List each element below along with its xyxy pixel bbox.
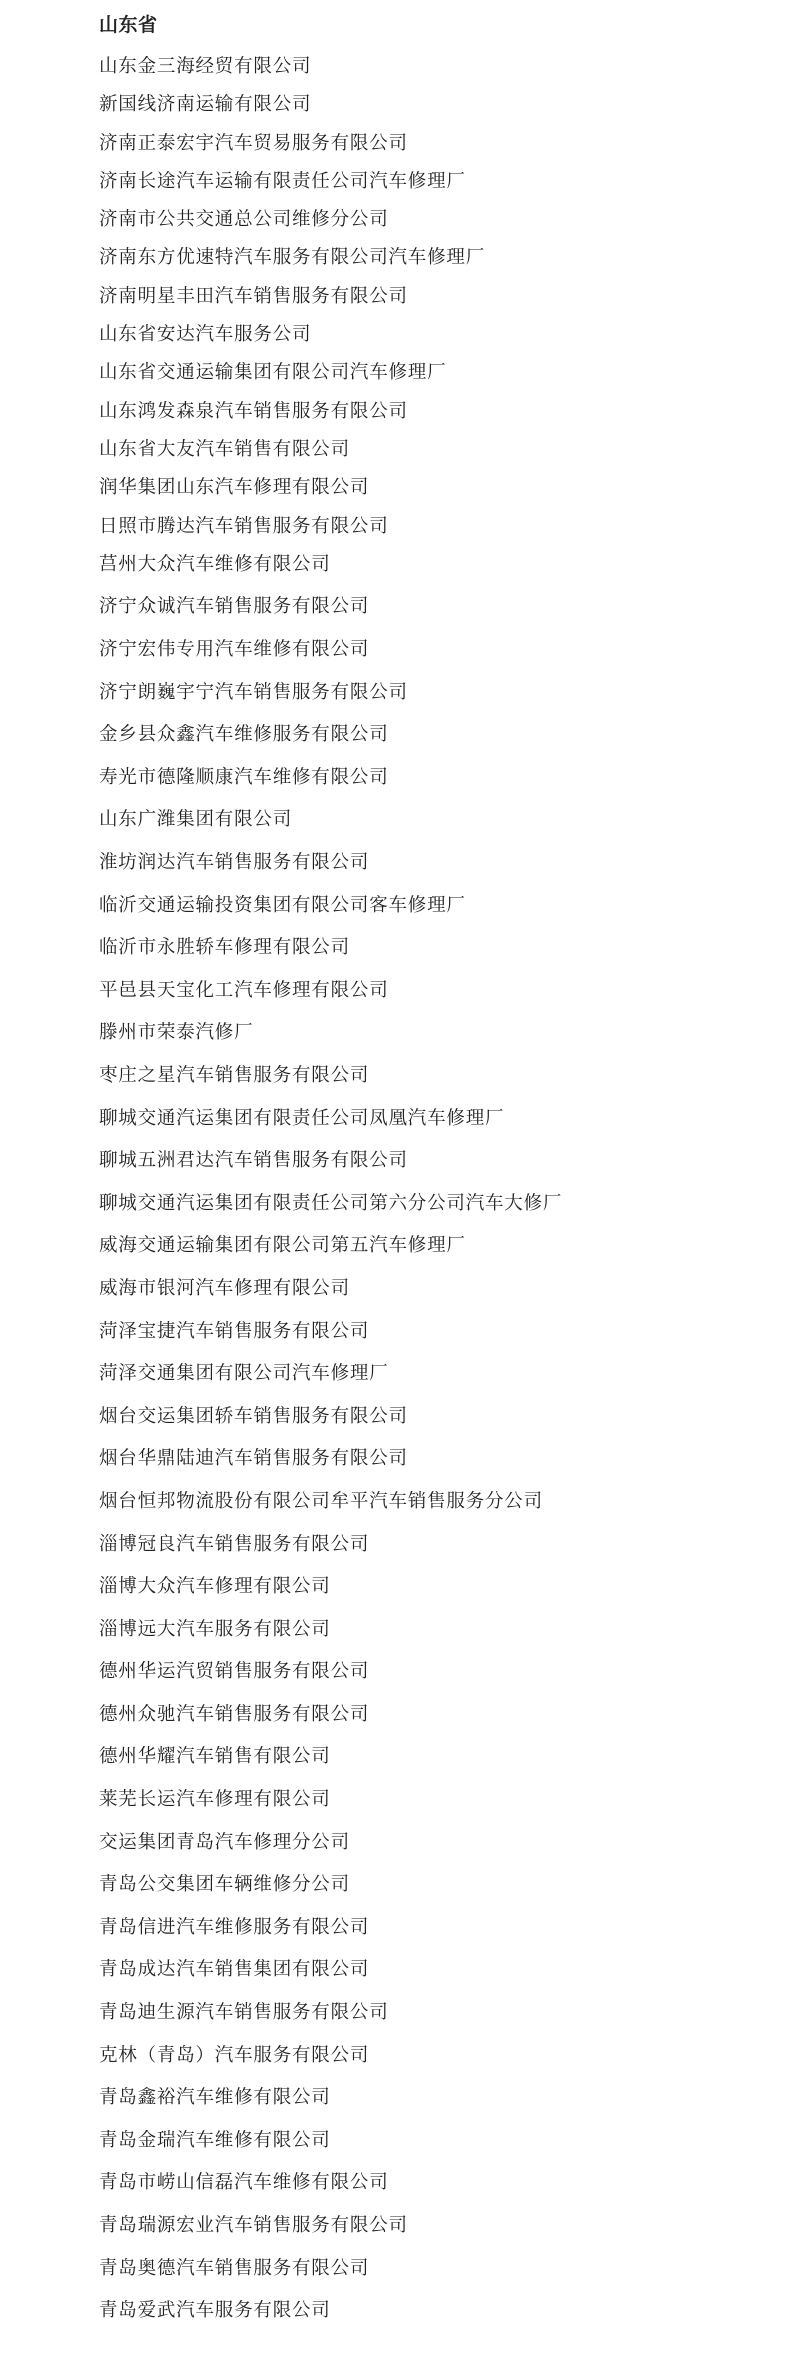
company-list-item: 交运集团青岛汽车修理分公司 — [99, 1831, 350, 1853]
company-list-item: 滕州市荣泰汽修厂 — [99, 1022, 254, 1044]
company-list-item: 聊城五洲君达汽车销售服务有限公司 — [99, 1150, 408, 1172]
company-list-item: 烟台恒邦物流股份有限公司牟平汽车销售服务分公司 — [99, 1490, 543, 1512]
company-list-item: 聊城交通汽运集团有限责任公司凤凰汽车修理厂 — [99, 1107, 505, 1129]
company-list-item: 青岛金瑞汽车维修有限公司 — [99, 2129, 331, 2151]
company-list-item: 菏泽宝捷汽车销售服务有限公司 — [99, 1320, 370, 1342]
company-list-item: 威海交通运输集团有限公司第五汽车修理厂 — [99, 1235, 466, 1257]
company-list-item: 莱芜长运汽车修理有限公司 — [99, 1789, 331, 1811]
company-list-item: 德州华耀汽车销售有限公司 — [99, 1746, 331, 1768]
company-list-item: 润华集团山东汽车修理有限公司 — [99, 477, 370, 499]
company-list-item: 济南正泰宏宇汽车贸易服务有限公司 — [99, 132, 408, 154]
company-list-item: 山东鸿发森泉汽车销售服务有限公司 — [99, 400, 408, 422]
company-list-item: 山东金三海经贸有限公司 — [99, 56, 312, 77]
company-list-item: 平邑县天宝化工汽车修理有限公司 — [99, 979, 389, 1001]
company-list-item: 烟台华鼎陆迪汽车销售服务有限公司 — [99, 1448, 408, 1470]
company-list-item: 山东省交通运输集团有限公司汽车修理厂 — [99, 362, 447, 384]
company-list-item: 烟台交运集团轿车销售服务有限公司 — [99, 1405, 408, 1427]
company-list-item: 淮坊润达汽车销售服务有限公司 — [99, 852, 370, 874]
company-list-item: 济南长途汽车运输有限责任公司汽车修理厂 — [99, 170, 466, 192]
company-list-item: 淄博大众汽车修理有限公司 — [99, 1576, 331, 1598]
company-list-item: 济南市公共交通总公司维修分公司 — [99, 209, 389, 231]
company-list-item: 克林（青岛）汽车服务有限公司 — [99, 2044, 370, 2066]
company-list-item: 菏泽交通集团有限公司汽车修理厂 — [99, 1363, 389, 1385]
company-list-item: 青岛迪生源汽车销售服务有限公司 — [99, 2002, 389, 2024]
company-list-item: 聊城交通汽运集团有限责任公司第六分公司汽车大修厂 — [99, 1192, 563, 1214]
company-list — [99, 50, 562, 2324]
company-list-item: 德州华运汽贸销售服务有限公司 — [99, 1661, 370, 1683]
company-list-item: 青岛市崂山信磊汽车维修有限公司 — [99, 2172, 389, 2194]
company-list-item: 青岛信进汽车维修服务有限公司 — [99, 1916, 370, 1938]
company-list-item: 济宁众诚汽车销售服务有限公司 — [99, 596, 370, 618]
company-list-item: 威海市银河汽车修理有限公司 — [99, 1277, 350, 1299]
company-list-item: 青岛公交集团车辆维修分公司 — [99, 1874, 350, 1896]
company-list-item: 济宁宏伟专用汽车维修有限公司 — [99, 639, 370, 661]
company-list-item: 淄博远大汽车服务有限公司 — [99, 1618, 331, 1640]
company-list-item: 寿光市德隆顺康汽车维修有限公司 — [99, 766, 389, 788]
company-list-item: 济南东方优速特汽车服务有限公司汽车修理厂 — [99, 247, 486, 269]
company-list-item: 淄博冠良汽车销售服务有限公司 — [99, 1533, 370, 1555]
company-list-item: 山东省大友汽车销售有限公司 — [99, 438, 350, 460]
company-list-item: 临沂交通运输投资集团有限公司客车修理厂 — [99, 894, 466, 916]
company-list-item: 德州众驰汽车销售服务有限公司 — [99, 1703, 370, 1725]
company-list-item: 济宁朗巍宇宁汽车销售服务有限公司 — [99, 681, 408, 703]
company-list-item: 青岛鑫裕汽车维修有限公司 — [99, 2087, 331, 2109]
company-list-item: 日照市腾达汽车销售服务有限公司 — [99, 515, 389, 537]
company-list-item: 山东省安达汽车服务公司 — [99, 324, 312, 346]
company-list-item: 青岛爱武汽车服务有限公司 — [99, 2300, 331, 2322]
company-list-item: 青岛奥德汽车销售服务有限公司 — [99, 2257, 370, 2279]
company-list-item: 山东广潍集团有限公司 — [99, 809, 293, 831]
company-list-item: 金乡县众鑫汽车维修服务有限公司 — [99, 724, 389, 746]
company-list-item: 临沂市永胜轿车修理有限公司 — [99, 937, 350, 959]
company-list-item: 济南明星丰田汽车销售服务有限公司 — [99, 285, 408, 307]
company-list-item: 青岛瑞源宏业汽车销售服务有限公司 — [99, 2215, 408, 2237]
company-list-item: 枣庄之星汽车销售服务有限公司 — [99, 1064, 370, 1086]
province-heading: 山东省 — [99, 14, 158, 36]
company-list-item: 新国线济南运输有限公司 — [99, 94, 312, 116]
company-list-item: 青岛成达汽车销售集团有限公司 — [99, 1959, 370, 1981]
company-list-item: 莒州大众汽车维修有限公司 — [99, 553, 331, 575]
